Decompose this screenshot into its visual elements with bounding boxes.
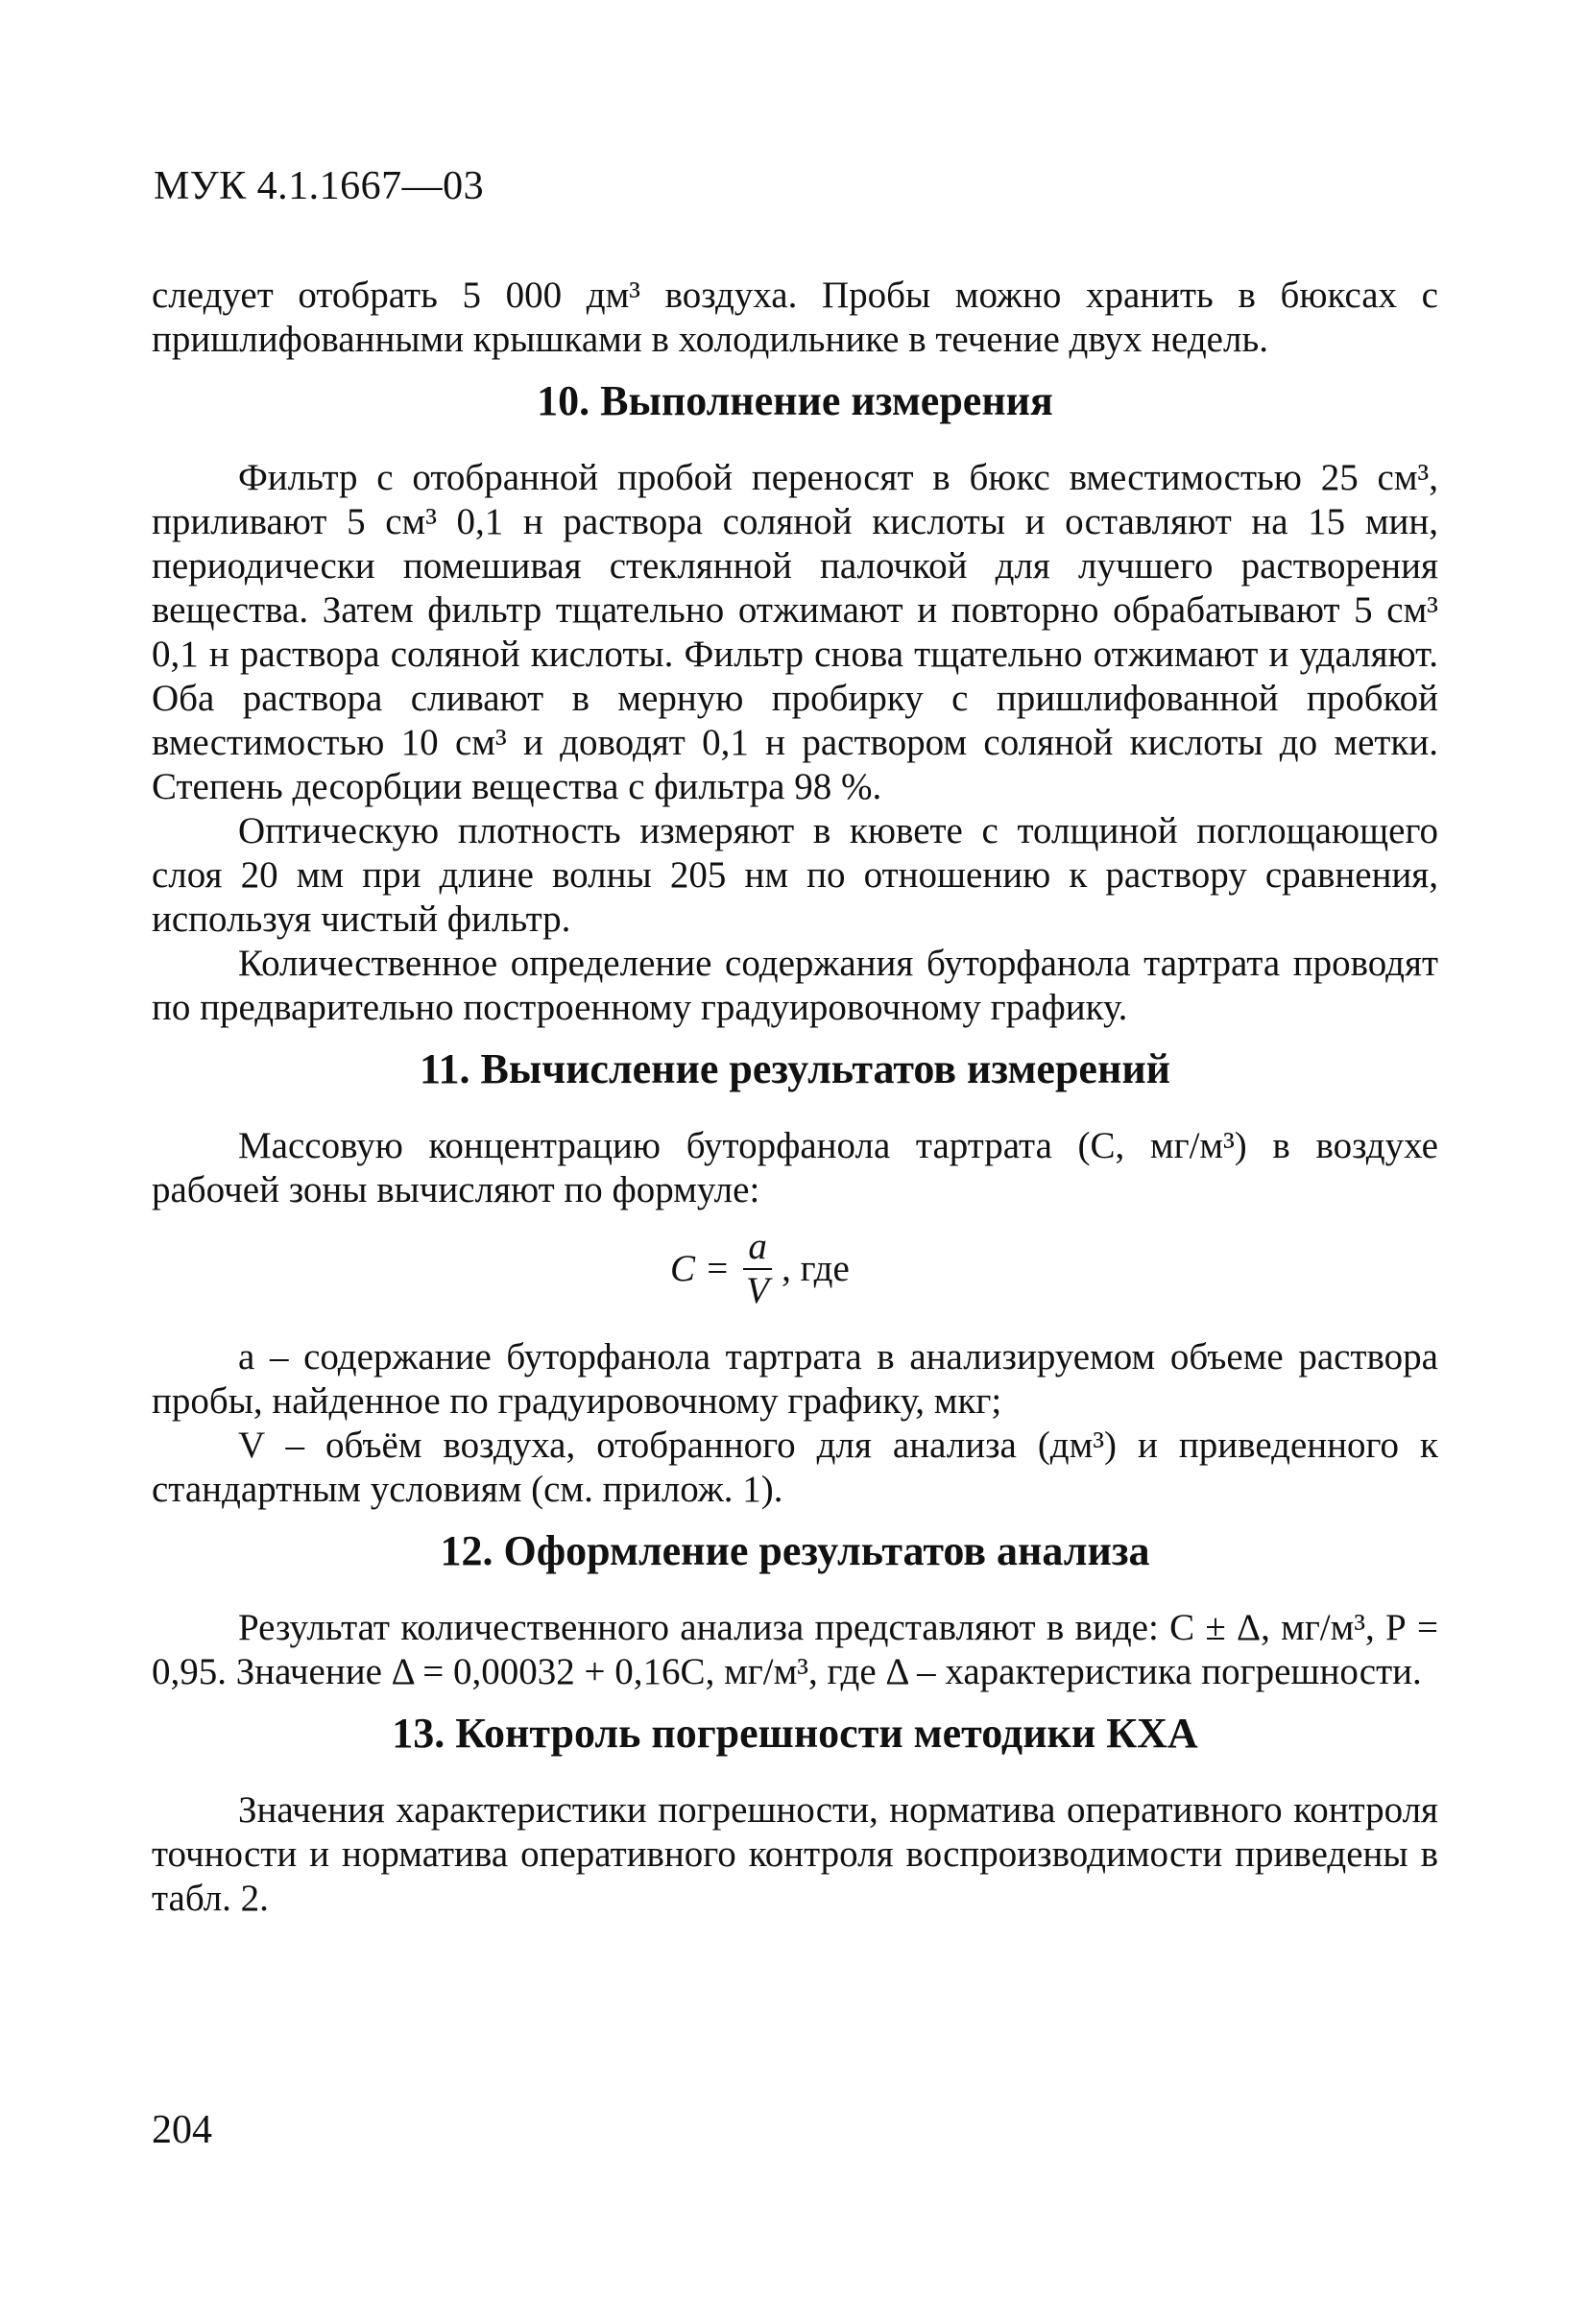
section-10-paragraph-2: Оптическую плотность измеряют в кювете с толщиной поглощающего слоя 20 мм при длине волны 205 нм по отношению к раствору сравнения, используя чистый фильтр. (152, 810, 1438, 940)
section-11-paragraph-1: Массовую концентрацию буторфанола тартрата (С, мг/м³) в воздухе рабочей зоны вычисляют по формуле: (152, 1125, 1438, 1210)
page-number: 204 (152, 2108, 212, 2152)
formula-denominator: V (746, 1270, 769, 1311)
definition-v: V – объём воздуха, отобранного для анализа (дм³) и приведенного к стандартным условиям (см. прилож. 1). (152, 1425, 1438, 1510)
formula-lhs: C = (670, 1248, 731, 1289)
section-12-paragraph-1: Результат количественного анализа представляют в виде: С ± Δ, мг/м³, Р = 0,95. Значение Δ = 0,00032 + 0,16С, мг/м³, где Δ – характеристика погрешности. (152, 1607, 1438, 1692)
formula-numerator: a (748, 1226, 767, 1267)
concentration-formula (152, 1218, 1438, 1331)
document-code: МУК 4.1.1667—03 (154, 164, 485, 208)
intro-paragraph: следует отобрать 5 000 дм³ воздуха. Пробы можно хранить в бюксах с пришлифованными крышками в холодильнике в течение двух недель. (152, 275, 1438, 360)
definition-a: а – содержание буторфанола тартрата в анализируемом объеме раствора пробы, найденное по градуировочному графику, мкг; (152, 1336, 1438, 1422)
section-11-title: 11. Вычисление результатов измерений (419, 1045, 1171, 1092)
section-13-paragraph-1: Значения характеристики погрешности, норматива оперативного контроля точности и норматива оперативного контроля воспроизводимости приведены в табл. 2. (152, 1789, 1438, 1919)
section-13-title: 13. Контроль погрешности методики КХА (392, 1710, 1198, 1757)
formula-fraction (743, 1226, 772, 1312)
section-10-paragraph-3: Количественное определение содержания буторфанола тартрата проводят по предварительно построенному градуировочному графику. (152, 943, 1438, 1028)
formula-suffix: , где (782, 1248, 850, 1289)
document-body (152, 274, 1438, 1921)
section-10-title: 10. Выполнение измерения (537, 377, 1053, 424)
section-12-title: 12. Оформление результатов анализа (440, 1527, 1150, 1574)
section-10-paragraph-1: Фильтр с отобранной пробой переносят в бюкс вместимостью 25 см³, приливают 5 см³ 0,1 н раствора соляной кислоты и оставляют на 15 мин, периодически помешивая стеклянной палочкой для лучшего растворения вещества. Затем фильтр тщательно отжимают и повторно обрабатывают 5 см³ 0,1 н раствора соляной кислоты. Фильтр снова тщательно отжимают и удаляют. Оба раствора сливают в мерную пробирку с пришлифованной пробкой вместимостью 10 см³ и доводят 0,1 н раствором соляной кислоты до метки. Степень десорбции вещества с фильтра 98 %. (152, 457, 1438, 807)
